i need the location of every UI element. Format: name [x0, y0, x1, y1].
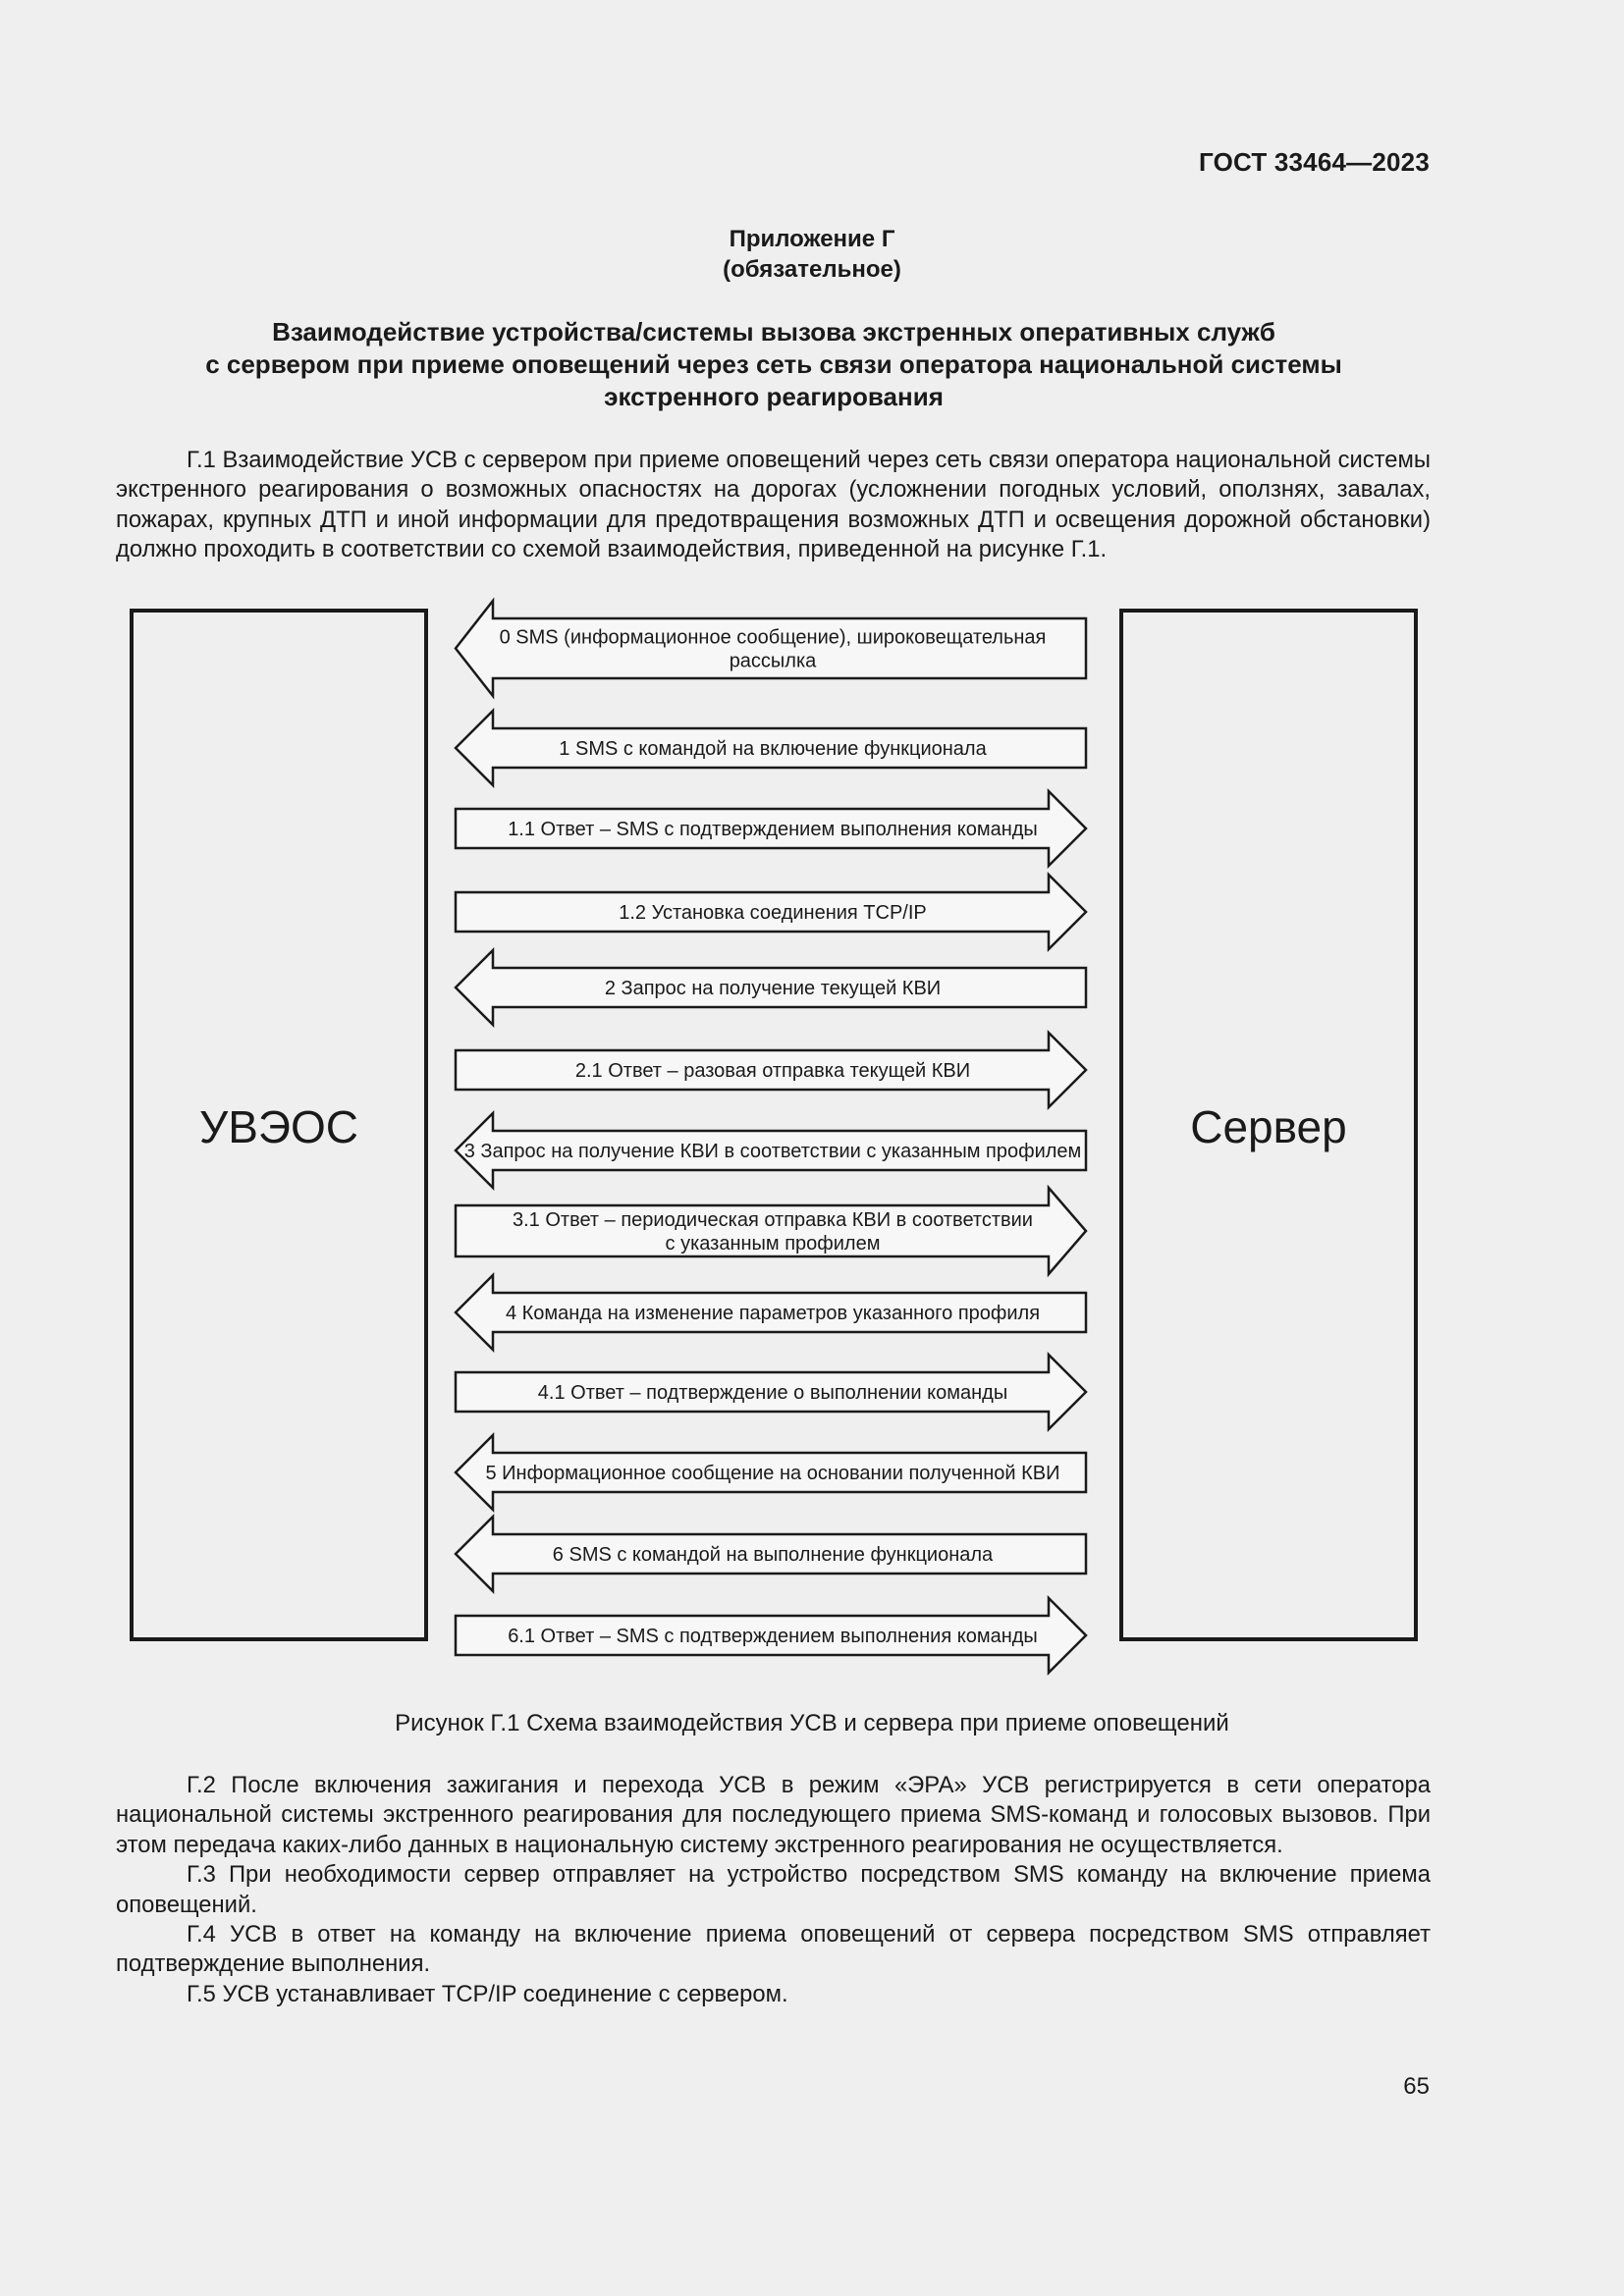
message-label: 2 Запрос на получение текущей КВИ: [604, 978, 942, 999]
title-line-2: с сервером при приеме оповещений через сеть связи оператора национальной системы: [205, 349, 1342, 379]
server-label: Сервер: [1190, 1101, 1347, 1152]
paragraph-g3: Г.3 При необходимости сервер отправляет на устройство посредством SMS команду на включение приема оповещений.: [116, 1861, 1431, 1918]
paragraph-g2: Г.2 После включения зажигания и перехода УСВ в режим «ЭРА» УСВ регистрируется в сети оператора национальной системы экстренного реагирования для последующего приема SMS-команд и голосовых вызовов. При этом передача каких-либо данных в национальную систему экстренного реагирования не осуществляется.: [116, 1772, 1431, 1858]
appendix-label: Приложение Г: [729, 226, 895, 252]
message-label: 2.1 Ответ – разовая отправка текущей КВИ: [574, 1060, 971, 1082]
page-number: 65: [1403, 2073, 1430, 2100]
message-label: 6 SMS с командой на выполнение функционала: [552, 1544, 994, 1566]
appendix-status: (обязательное): [723, 256, 901, 283]
message-label: 1.2 Установка соединения TCP/IP: [619, 902, 927, 924]
message-label: 1.1 Ответ – SMS с подтверждением выполнения команды: [508, 819, 1038, 840]
figure-caption: Рисунок Г.1 Схема взаимодействия УСВ и сервера при приеме оповещений: [395, 1710, 1229, 1736]
message-arrows: [456, 601, 1086, 1673]
message-label: рассылка: [729, 650, 817, 672]
message-label: с указанным профилем: [665, 1233, 881, 1255]
message-label: 4.1 Ответ – подтверждение о выполнении команды: [537, 1382, 1008, 1404]
message-label: 0 SMS (информационное сообщение), широковещательная: [499, 626, 1047, 649]
message-label: 4 Команда на изменение параметров указанного профиля: [505, 1303, 1041, 1324]
paragraph-g1: Г.1 Взаимодействие УСВ с сервером при приеме оповещений через сеть связи оператора национальной системы экстренного реагирования о возможных опасностях на дорогах (усложнении погодных условий, оползнях, завалах, пожарах, крупных ДТП и иной информации для предотвращения возможных ДТП и освещения дорожной обстановки) должно проходить в соответствии со схемой взаимодействия, приведенной на рисунке Г.1.: [116, 447, 1431, 563]
standard-code: ГОСТ 33464—2023: [1199, 147, 1430, 177]
message-arrow-to-server: [456, 1188, 1086, 1274]
message-label: 3.1 Ответ – периодическая отправка КВИ в соответствии: [513, 1209, 1033, 1231]
uveos-label: УВЭОС: [199, 1101, 358, 1152]
body-paragraphs: [116, 1771, 1431, 2009]
message-label: 6.1 Ответ – SMS с подтверждением выполнения команды: [508, 1626, 1038, 1647]
message-label: 1 SMS с командой на включение функционала: [559, 738, 987, 760]
paragraph-g5: Г.5 УСВ устанавливает TCP/IP соединение с сервером.: [187, 1980, 788, 2007]
message-label: 3 Запрос на получение КВИ в соответствии с указанным профилем: [463, 1141, 1082, 1162]
paragraph-g4: Г.4 УСВ в ответ на команду на включение приема оповещений от сервера посредством SMS отправляет подтверждение выполнения.: [116, 1921, 1431, 1978]
title-line-3: экстренного реагирования: [604, 382, 944, 411]
message-label: 5 Информационное сообщение на основании полученной КВИ: [485, 1463, 1060, 1484]
title-line-1: Взаимодействие устройства/системы вызова экстренных оперативных служб: [272, 317, 1275, 347]
message-arrow-to-device: [456, 601, 1086, 696]
